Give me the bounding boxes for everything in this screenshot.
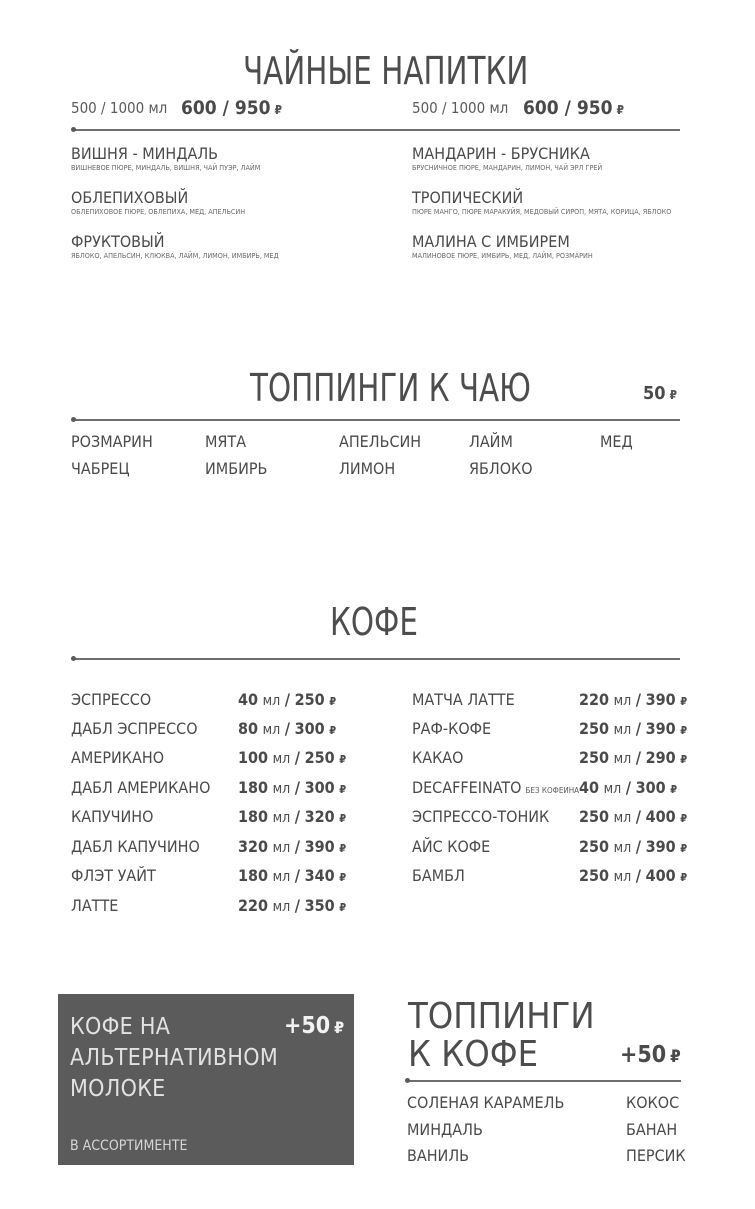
tea-right-price: 600 / 950 ₽ (523, 97, 625, 119)
coffee-item-price: 40 мл / 250 ₽ (238, 690, 337, 709)
tea-divider (73, 129, 680, 131)
coffee-item-price: 180 мл / 300 ₽ (238, 778, 347, 797)
tea-item-desc: ЯБЛОКО, АПЕЛЬСИН, КЛЮКВА, ЛАЙМ, ЛИМОН, ИМБИРЬ, МЕД (71, 251, 279, 260)
alt-milk-subtitle: В АССОРТИМЕНТЕ (70, 1138, 188, 1154)
alt-milk-title: КОФЕ НА АЛЬТЕРНАТИВНОМ МОЛОКЕ (70, 1014, 279, 1102)
coffee-item-price: 250 мл / 290 ₽ (579, 748, 688, 767)
coffee-toppings-title: ТОППИНГИ К КОФЕ (408, 996, 595, 1075)
tea-item-desc: ОБЛЕПИХОВОЕ ПЮРЕ, ОБЛЕПИХА, МЕД, АПЕЛЬСИН (71, 207, 246, 216)
topping-item: ИМБИРЬ (205, 459, 268, 478)
coffee-item-price: 250 мл / 390 ₽ (579, 719, 688, 738)
tea-item (412, 144, 602, 172)
alt-milk-price: +50 ₽ (284, 1013, 345, 1039)
coffee-item-name: ЭСПРЕССО (71, 690, 152, 709)
coffee-item-note: БЕЗ КОФЕИНА (525, 786, 580, 795)
tea-item-desc: ВИШНЕВОЕ ПЮРЕ, МИНДАЛЬ, ВИШНЯ, ЧАЙ ПУЭР, ЛАЙМ (71, 163, 261, 172)
tea-item (71, 232, 279, 260)
tea-item (71, 188, 245, 216)
tea-item-name: МАЛИНА С ИМБИРЕМ (412, 232, 570, 251)
coffee-toppings-price: +50 ₽ (620, 1042, 681, 1068)
tea-section-title: ЧАЙНЫЕ НАПИТКИ (243, 49, 529, 93)
tea-item-name: ОБЛЕПИХОВЫЙ (71, 188, 189, 207)
coffee-item-name: МАТЧА ЛАТТЕ (412, 690, 515, 709)
tea-item-desc: МАЛИНОВОЕ ПЮРЕ, ИМБИРЬ, МЕД, ЛАЙМ, РОЗМАРИН (412, 251, 593, 260)
topping-item: ЧАБРЕЦ (71, 459, 130, 478)
coffee-item-name: БАМБЛ (412, 866, 465, 885)
coffee-item-price: 250 мл / 390 ₽ (579, 837, 688, 856)
topping-item: ЛИМОН (339, 459, 396, 478)
tea-item (71, 144, 260, 172)
coffee-item-name: ДАБЛ ЭСПРЕССО (71, 719, 198, 738)
tea-item (412, 232, 593, 260)
coffee-item-price: 250 мл / 400 ₽ (579, 807, 688, 826)
tea-item-name: ВИШНЯ - МИНДАЛЬ (71, 144, 219, 163)
coffee-item-name: ЭСПРЕССО-ТОНИК (412, 807, 550, 826)
coffee-toppings-divider (407, 1080, 681, 1082)
coffee-item-name: DECAFFEINATO БЕЗ КОФЕИНА (412, 778, 580, 797)
coffee-topping-item: КОКОС (626, 1093, 680, 1112)
tea-toppings-price: 50 ₽ (643, 383, 678, 404)
coffee-item-price: 250 мл / 400 ₽ (579, 866, 688, 885)
coffee-item-price: 180 мл / 320 ₽ (238, 807, 347, 826)
coffee-item-price: 180 мл / 340 ₽ (238, 866, 347, 885)
coffee-item-name: РАФ-КОФЕ (412, 719, 492, 738)
coffee-topping-item: БАНАН (626, 1120, 678, 1139)
tea-left-volume: 500 / 1000 мл (71, 99, 168, 117)
tea-item-name: МАНДАРИН - БРУСНИКА (412, 144, 590, 163)
coffee-divider (73, 658, 680, 660)
coffee-item-price: 40 мл / 300 ₽ (579, 778, 678, 797)
coffee-item-name: АЙС КОФЕ (412, 837, 491, 856)
coffee-item-name: ДАБЛ АМЕРИКАНО (71, 778, 211, 797)
coffee-topping-item: МИНДАЛЬ (407, 1120, 483, 1139)
alt-milk-box (58, 994, 354, 1165)
topping-item: МЕД (600, 432, 633, 451)
coffee-item-name: ЛАТТЕ (71, 896, 119, 915)
tea-item-name: ТРОПИЧЕСКИЙ (412, 188, 524, 207)
tea-item-desc: БРУСНИЧНОЕ ПЮРЕ, МАНДАРИН, ЛИМОН, ЧАЙ ЭРЛ ГРЕЙ (412, 163, 603, 172)
coffee-item-price: 220 мл / 390 ₽ (579, 690, 688, 709)
coffee-section-title: КОФЕ (330, 600, 418, 644)
topping-item: ЛАЙМ (469, 432, 513, 451)
tea-toppings-title: ТОППИНГИ К ЧАЮ (250, 366, 531, 410)
coffee-item-name: ДАБЛ КАПУЧИНО (71, 837, 200, 856)
coffee-topping-item: ПЕРСИК (626, 1146, 686, 1165)
coffee-item-name: ФЛЭТ УАЙТ (71, 866, 156, 885)
coffee-item-price: 220 мл / 350 ₽ (238, 896, 347, 915)
coffee-item-name: АМЕРИКАНО (71, 748, 165, 767)
tea-item (412, 188, 671, 216)
tea-left-price: 600 / 950 ₽ (181, 97, 283, 119)
topping-item: РОЗМАРИН (71, 432, 153, 451)
coffee-item-name: КАПУЧИНО (71, 807, 154, 826)
coffee-item-price: 320 мл / 390 ₽ (238, 837, 347, 856)
topping-item: АПЕЛЬСИН (339, 432, 422, 451)
coffee-topping-item: ВАНИЛЬ (407, 1146, 470, 1165)
topping-item: МЯТА (205, 432, 247, 451)
coffee-item-name: КАКАО (412, 748, 464, 767)
tea-item-name: ФРУКТОВЫЙ (71, 232, 165, 251)
coffee-topping-item: СОЛЕНАЯ КАРАМЕЛЬ (407, 1093, 565, 1112)
coffee-item-price: 80 мл / 300 ₽ (238, 719, 337, 738)
coffee-item-price: 100 мл / 250 ₽ (238, 748, 347, 767)
tea-right-volume: 500 / 1000 мл (412, 99, 509, 117)
topping-item: ЯБЛОКО (469, 459, 533, 478)
tea-toppings-divider (73, 419, 680, 421)
tea-item-desc: ПЮРЕ МАНГО, ПЮРЕ МАРАКУЙЯ, МЕДОВЫЙ СИРОП, МЯТА, КОРИЦА, ЯБЛОКО (412, 207, 672, 216)
